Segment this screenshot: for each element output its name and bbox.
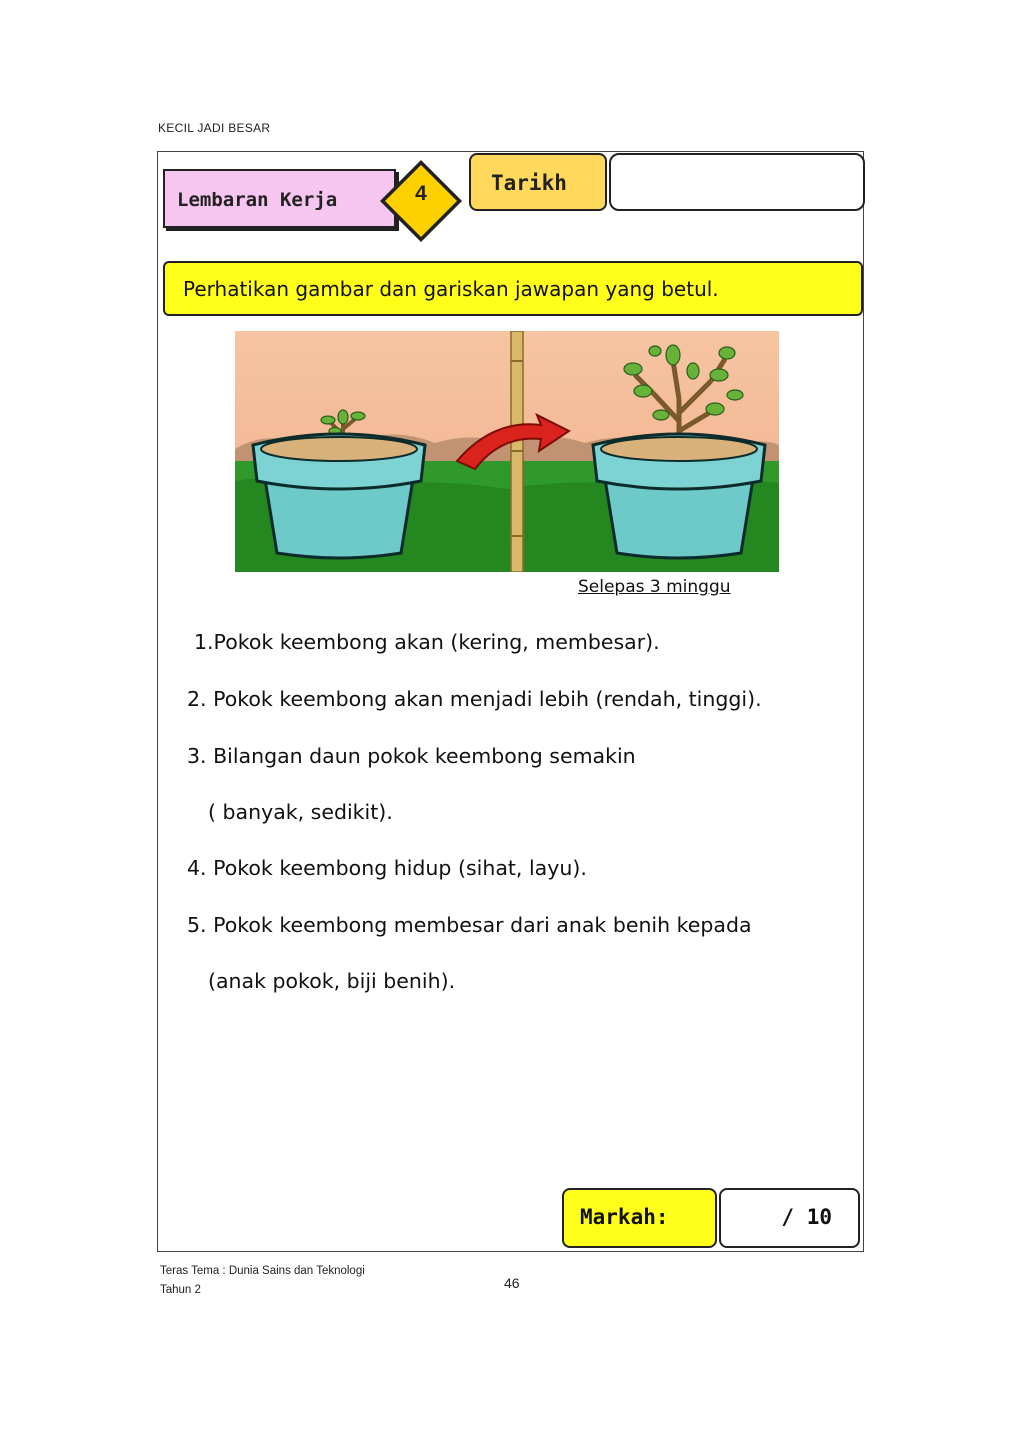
question-4: 4. Pokok keembong hidup (sihat, layu). bbox=[187, 856, 587, 880]
question-5: 5. Pokok keembong membesar dari anak benih kepada bbox=[187, 913, 752, 937]
page-number: 46 bbox=[504, 1275, 520, 1291]
worksheet-number: 4 bbox=[415, 182, 427, 205]
worksheet-label: Lembaran Kerja bbox=[177, 189, 338, 211]
footer-theme: Teras Tema : Dunia Sains dan Teknologi bbox=[160, 1265, 365, 1277]
score-label: Markah: bbox=[580, 1205, 669, 1229]
footer-year: Tahun 2 bbox=[160, 1284, 201, 1296]
picture-caption: Selepas 3 minggu bbox=[578, 577, 731, 597]
score-total: / 10 bbox=[781, 1205, 832, 1229]
date-label: Tarikh bbox=[491, 171, 567, 195]
plant-growth-illustration bbox=[235, 331, 779, 572]
instruction-text: Perhatikan gambar dan gariskan jawapan yang betul. bbox=[183, 277, 719, 301]
question-3-options: ( banyak, sedikit). bbox=[208, 800, 393, 824]
date-label-box bbox=[469, 153, 607, 211]
question-3: 3. Bilangan daun pokok keembong semakin bbox=[187, 744, 636, 768]
left-pot bbox=[253, 434, 425, 558]
document-header: KECIL JADI BESAR bbox=[158, 121, 271, 135]
date-field[interactable] bbox=[609, 153, 865, 211]
instruction-box bbox=[163, 261, 863, 316]
question-1: 1.Pokok keembong akan (kering, membesar). bbox=[194, 630, 660, 654]
score-field[interactable] bbox=[719, 1188, 860, 1248]
question-5-options: (anak pokok, biji benih). bbox=[208, 969, 456, 993]
question-2: 2. Pokok keembong akan menjadi lebih (rendah, tinggi). bbox=[187, 687, 762, 711]
score-label-box bbox=[562, 1188, 717, 1248]
right-pot bbox=[593, 434, 765, 558]
worksheet-label-box bbox=[163, 169, 396, 228]
